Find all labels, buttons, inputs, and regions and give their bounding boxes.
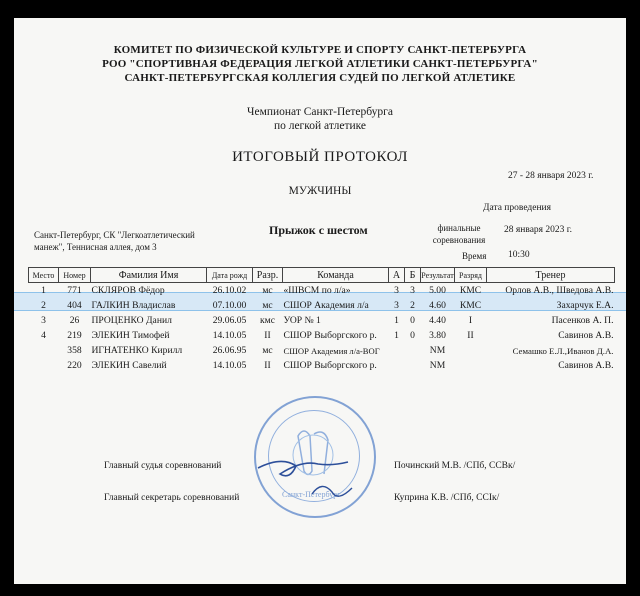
cell-place: 4 xyxy=(41,330,46,341)
cell-a: 1 xyxy=(394,315,399,326)
table-row[interactable] xyxy=(29,298,615,313)
cell-rank: мс xyxy=(262,345,273,356)
chief-judge-signature-icon xyxy=(252,450,372,510)
header-b: Б xyxy=(405,268,421,283)
chief-secretary-label: Главный секретарь соревнований xyxy=(104,493,240,503)
time-value: 10:30 xyxy=(508,250,530,260)
cell-a xyxy=(389,358,405,373)
cell-coach: Пасенков А. П. xyxy=(551,315,614,326)
cell-place xyxy=(29,343,59,358)
cell-number: 219 xyxy=(67,330,82,341)
header-line-1: КОМИТЕТ ПО ФИЗИЧЕСКОЙ КУЛЬТУРЕ И СПОРТУ САНКТ-ПЕТЕРБУРГА xyxy=(113,44,527,56)
cell-rank: мс xyxy=(262,285,273,296)
cell-result: 3.80 xyxy=(429,330,446,341)
cell-rank: II xyxy=(264,330,271,341)
cell-birth: 26.10.02 xyxy=(212,285,247,296)
cell-result: NM xyxy=(429,345,446,356)
stage-line-2: соревнования xyxy=(432,235,486,245)
cell-team: УОР № 1 xyxy=(283,315,321,326)
cell-place: 1 xyxy=(41,285,46,296)
cell-result: 5.00 xyxy=(429,285,446,296)
cell-b: 0 xyxy=(410,315,415,326)
table-row[interactable] xyxy=(29,283,615,299)
table-row[interactable] xyxy=(29,358,615,373)
cell-rank: мс xyxy=(262,300,273,311)
cell-discharge: II xyxy=(467,330,474,341)
cell-name: ГАЛКИН Владислав xyxy=(91,300,176,311)
cell-number: 358 xyxy=(67,345,82,356)
stamp-text: Санкт-Петербург xyxy=(282,490,341,499)
cell-place: 2 xyxy=(41,300,46,311)
cell-discharge xyxy=(455,358,487,373)
cell-coach: Захарчук Е.А. xyxy=(556,300,614,311)
cell-name: СКЛЯРОВ Фёдор xyxy=(91,285,165,296)
table-row[interactable] xyxy=(29,313,615,328)
cell-name: ИГНАТЕНКО Кирилл xyxy=(91,345,183,356)
cell-discharge xyxy=(455,343,487,358)
cell-result: 4.60 xyxy=(429,300,446,311)
cell-birth: 14.10.05 xyxy=(212,360,247,371)
cell-coach: Семашко Е.Л.,Иванов Д.А. xyxy=(512,345,614,356)
cell-discharge: I xyxy=(468,315,473,326)
cell-rank: кмс xyxy=(260,315,275,326)
venue-line-1: Санкт-Петербург, СК "Легкоатлетический xyxy=(34,230,195,240)
chief-secretary-name: Куприна К.В. /СПб, ССIк/ xyxy=(394,493,500,503)
header-coach: Тренер xyxy=(487,268,615,283)
event-dates: 27 - 28 января 2023 г. xyxy=(508,171,594,181)
header-rank: Разр. xyxy=(253,268,283,283)
cell-b: 0 xyxy=(410,330,415,341)
header-place: Место xyxy=(29,268,59,283)
cell-b xyxy=(405,343,421,358)
cell-team: СШОР Академия л/а xyxy=(283,300,369,311)
header-line-3: САНКТ-ПЕТЕРБУРГСКАЯ КОЛЛЕГИЯ СУДЕЙ ПО ЛЕГКОЙ АТЛЕТИКЕ xyxy=(124,72,516,84)
cell-b: 3 xyxy=(410,285,415,296)
cell-rank: II xyxy=(264,360,271,371)
cell-discharge: КМС xyxy=(459,285,482,296)
cell-a: 3 xyxy=(394,300,399,311)
table-row[interactable] xyxy=(29,343,615,358)
cell-result: NM xyxy=(429,360,446,371)
cell-birth: 07.10.00 xyxy=(212,300,247,311)
cell-birth: 29.06.05 xyxy=(212,315,247,326)
time-label: Время xyxy=(462,251,487,261)
header-birth: Дата рожд xyxy=(207,268,253,283)
cell-discharge: КМС xyxy=(459,300,482,311)
protocol-title: ИТОГОВЫЙ ПРОТОКОЛ xyxy=(232,149,408,165)
cell-name: ЭЛЕКИН Савелий xyxy=(91,360,167,371)
chief-judge-label: Главный судья соревнований xyxy=(104,461,222,471)
cell-number: 771 xyxy=(67,285,82,296)
header-result: Результат xyxy=(421,268,455,283)
table-row[interactable] xyxy=(29,328,615,343)
cell-number: 404 xyxy=(67,300,82,311)
cell-b: 2 xyxy=(410,300,415,311)
cell-number: 26 xyxy=(69,315,80,326)
header-number: Номер xyxy=(59,268,91,283)
cell-coach: Савинов А.В. xyxy=(558,360,614,371)
cell-place: 3 xyxy=(41,315,46,326)
results-table xyxy=(28,267,615,373)
chief-judge-name: Починский М.В. /СПб, ССВк/ xyxy=(394,461,516,471)
cell-team: СШОР Академия л/а-ВОГ xyxy=(283,345,380,356)
cell-team: «ШВСМ по л/а» xyxy=(283,285,351,296)
cell-a: 1 xyxy=(394,330,399,341)
cell-a: 3 xyxy=(394,285,399,296)
protocol-document xyxy=(14,18,626,584)
cell-coach: Орлов А.В., Шведова А.В. xyxy=(505,285,614,296)
cell-birth: 26.06.95 xyxy=(212,345,247,356)
header-discharge: Разряд xyxy=(455,268,487,283)
header-line-2: РОО "СПОРТИВНАЯ ФЕДЕРАЦИЯ ЛЕГКОЙ АТЛЕТИКИ САНКТ-ПЕТЕРБУРГА" xyxy=(102,58,538,70)
championship-line-1: Чемпионат Санкт-Петербурга xyxy=(246,106,394,118)
championship-line-2: по легкой атлетике xyxy=(273,120,367,132)
cell-place xyxy=(29,358,59,373)
cell-team: СШОР Выборгского р. xyxy=(283,360,377,371)
cell-name: ЭЛЕКИН Тимофей xyxy=(91,330,170,341)
cell-birth: 14.10.05 xyxy=(212,330,247,341)
category-title: МУЖЧИНЫ xyxy=(288,185,352,197)
cell-a xyxy=(389,343,405,358)
venue-line-2: манеж", Теннисная аллея, дом 3 xyxy=(34,242,157,252)
date-value: 28 января 2023 г. xyxy=(504,225,572,235)
cell-name: ПРОЦЕНКО Данил xyxy=(91,315,172,326)
header-a: А xyxy=(389,268,405,283)
cell-coach: Савинов А.В. xyxy=(558,330,614,341)
table-header-row xyxy=(29,268,615,283)
header-name: Фамилия Имя xyxy=(91,268,207,283)
cell-b xyxy=(405,358,421,373)
stage-line-1: финальные xyxy=(437,223,481,233)
event-name: Прыжок с шестом xyxy=(269,223,368,237)
date-held-label: Дата проведения xyxy=(483,203,552,213)
header-team: Команда xyxy=(283,268,389,283)
cell-number: 220 xyxy=(67,360,82,371)
cell-result: 4.40 xyxy=(429,315,446,326)
cell-team: СШОР Выборгского р. xyxy=(283,330,377,341)
